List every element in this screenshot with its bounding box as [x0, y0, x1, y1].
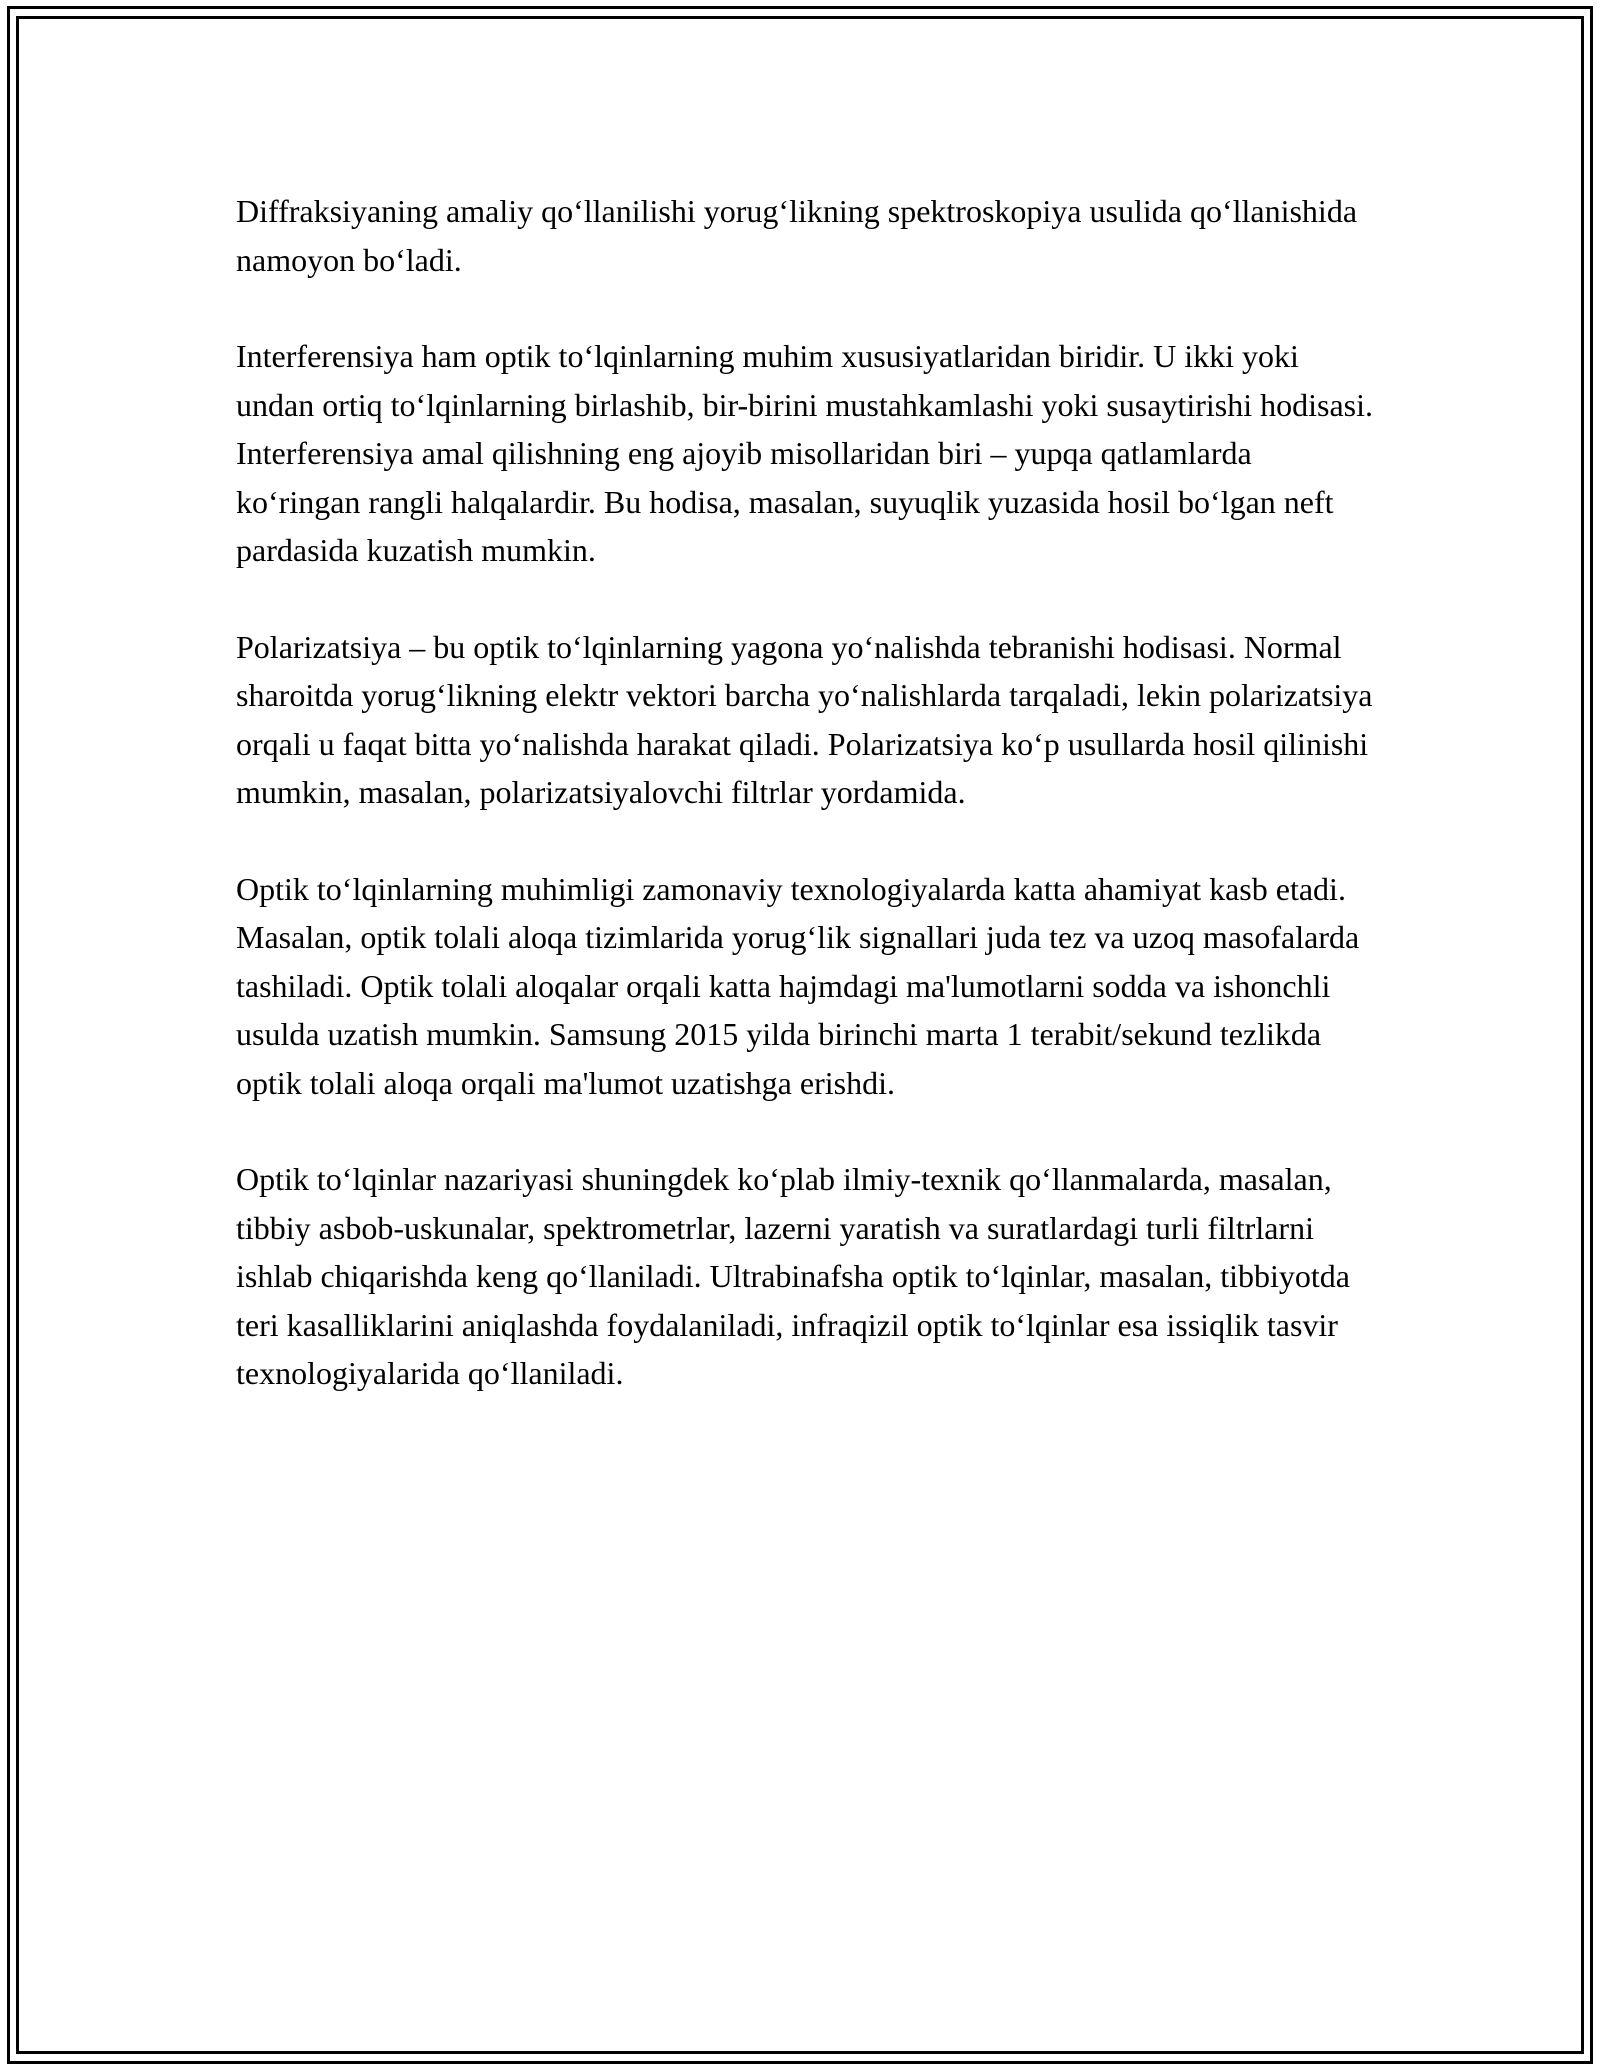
document-body — [236, 187, 1376, 1446]
paragraph-optical-fiber: Optik to‘lqinlarning muhimligi zamonaviy texnologiyalarda katta ahamiyat kasb etadi. Masalan, optik tolali aloqa tizimlarida yorug‘lik signallari juda tez va uzoq masofalarda tashiladi. Optik tolali aloqalar orqali katta hajmdagi ma'lumotlarni sodda va ishonchli usulda uzatish mumkin. Samsung 2015 yilda birinchi marta 1 terabit/sekund tezlikda optik tolali aloqa orqali ma'lumot uzatishga erishdi. — [236, 870, 1360, 1101]
paragraph-interference: Interferensiya ham optik to‘lqinlarning muhim xususiyatlaridan biridir. U ikki yoki undan ortiq to‘lqinlarning birlashib, bir-birini mustahkamlashi yoki susaytirishi hodisasi. Interferensiya amal qilishning eng ajoyib misollaridan biri – yupqa qatlamlarda ko‘ringan rangli halqalardir. Bu hodisa, masalan, suyuqlik yuzasida hosil bo‘lgan neft pardasida kuzatish mumkin. — [236, 338, 1374, 568]
paragraph-applications: Optik to‘lqinlar nazariyasi shuningdek ko‘plab ilmiy-texnik qo‘llanmalarda, masalan, tibbiy asbob-uskunalar, spektrometrlar, lazerni yaratish va suratlardagi turli filtrlarni ishlab chiqarishda keng qo‘llaniladi. Ultrabinafsha optik to‘lqinlar, masalan, tibbiyotda teri kasalliklarini aniqlashda foydalaniladi, infraqizil optik to‘lqinlar esa issiqlik tasvir texnologiyalarida qo‘llaniladi. — [236, 1161, 1350, 1391]
paragraph-polarization: Polarizatsiya – bu optik to‘lqinlarning yagona yo‘nalishda tebranishi hodisasi. Normal sharoitda yorug‘likning elektr vektori barcha yo‘nalishlarda tarqaladi, lekin polarizatsiya orqali u faqat bitta yo‘nalishda harakat qiladi. Polarizatsiya ko‘p usullarda hosil qilinishi mumkin, masalan, polarizatsiyalovchi filtrlar yordamida. — [236, 628, 1373, 810]
paragraph-diffraction: Diffraksiyaning amaliy qo‘llanilishi yorug‘likning spektroskopiya usulida qo‘llanishida namoyon bo‘ladi. — [236, 193, 1358, 278]
